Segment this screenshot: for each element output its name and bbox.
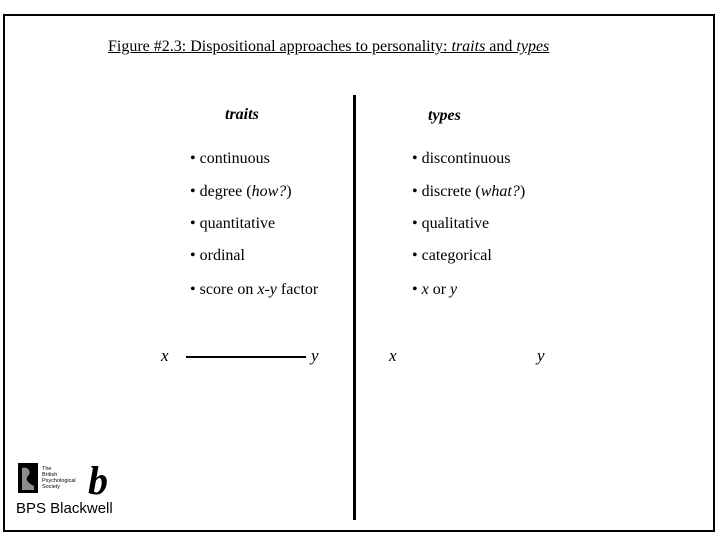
types-item-tail: or xyxy=(428,281,451,298)
bullet: • xyxy=(190,150,196,167)
bullet: • xyxy=(190,281,196,298)
bullet: • xyxy=(412,183,418,200)
traits-item-text: degree ( xyxy=(199,183,252,200)
bullet: • xyxy=(190,215,196,232)
bullet: • xyxy=(190,183,196,200)
types-item xyxy=(412,247,492,265)
bullet: • xyxy=(412,215,418,232)
svg-text:Psychological: Psychological xyxy=(42,478,76,484)
traits-item-emphasis: x-y xyxy=(257,281,277,298)
traits-item xyxy=(190,183,292,201)
title-types: types xyxy=(516,38,550,55)
bullet: • xyxy=(412,247,418,264)
types-item-text: discrete ( xyxy=(421,183,481,200)
traits-item-text: quantitative xyxy=(199,215,276,232)
types-item-text: qualitative xyxy=(421,215,490,232)
types-item-text: categorical xyxy=(421,247,492,264)
column-divider xyxy=(353,95,356,520)
traits-axis-x-label: x xyxy=(161,346,169,365)
types-item-emphasis: y xyxy=(450,281,458,298)
traits-item xyxy=(190,247,245,265)
types-heading: types xyxy=(428,107,461,124)
brand-name: BPS Blackwell xyxy=(16,500,113,517)
svg-text:The: The xyxy=(42,466,52,472)
slide-frame xyxy=(3,14,715,532)
types-item xyxy=(412,150,511,168)
svg-text:b: b xyxy=(88,462,108,503)
traits-item-tail: ) xyxy=(286,183,292,200)
types-item-tail: ) xyxy=(519,183,526,200)
traits-item-emphasis: how? xyxy=(251,183,287,200)
title-prefix: Figure #2.3: Dispositional approaches to personality: xyxy=(108,38,452,55)
types-axis-x-label: x xyxy=(389,346,397,365)
types-item-emphasis: what? xyxy=(480,183,520,200)
traits-item xyxy=(190,215,275,233)
traits-item xyxy=(190,150,270,168)
bullet: • xyxy=(412,150,418,167)
svg-text:Society: Society xyxy=(42,484,61,490)
traits-item-text: ordinal xyxy=(199,247,245,264)
traits-item-text: continuous xyxy=(199,150,270,167)
types-axis-y-label: y xyxy=(537,346,545,365)
types-item xyxy=(412,215,489,233)
title-and: and xyxy=(485,38,517,55)
types-item xyxy=(412,183,525,201)
traits-axis-y-label: y xyxy=(311,346,319,365)
traits-heading: traits xyxy=(225,106,259,123)
traits-item-tail: factor xyxy=(276,281,319,298)
types-item-emphasis: x xyxy=(421,281,429,298)
bps-blackwell-logo xyxy=(16,462,120,522)
title-traits: traits xyxy=(451,38,486,55)
bullet: • xyxy=(190,247,196,264)
traits-item xyxy=(190,281,318,299)
bullet: • xyxy=(412,281,418,298)
traits-item-text: score on xyxy=(199,281,258,298)
types-item-text: discontinuous xyxy=(421,150,511,167)
traits-continuum-line xyxy=(186,356,306,358)
types-item xyxy=(412,281,457,299)
figure-title xyxy=(108,38,549,56)
svg-text:British: British xyxy=(42,472,58,478)
